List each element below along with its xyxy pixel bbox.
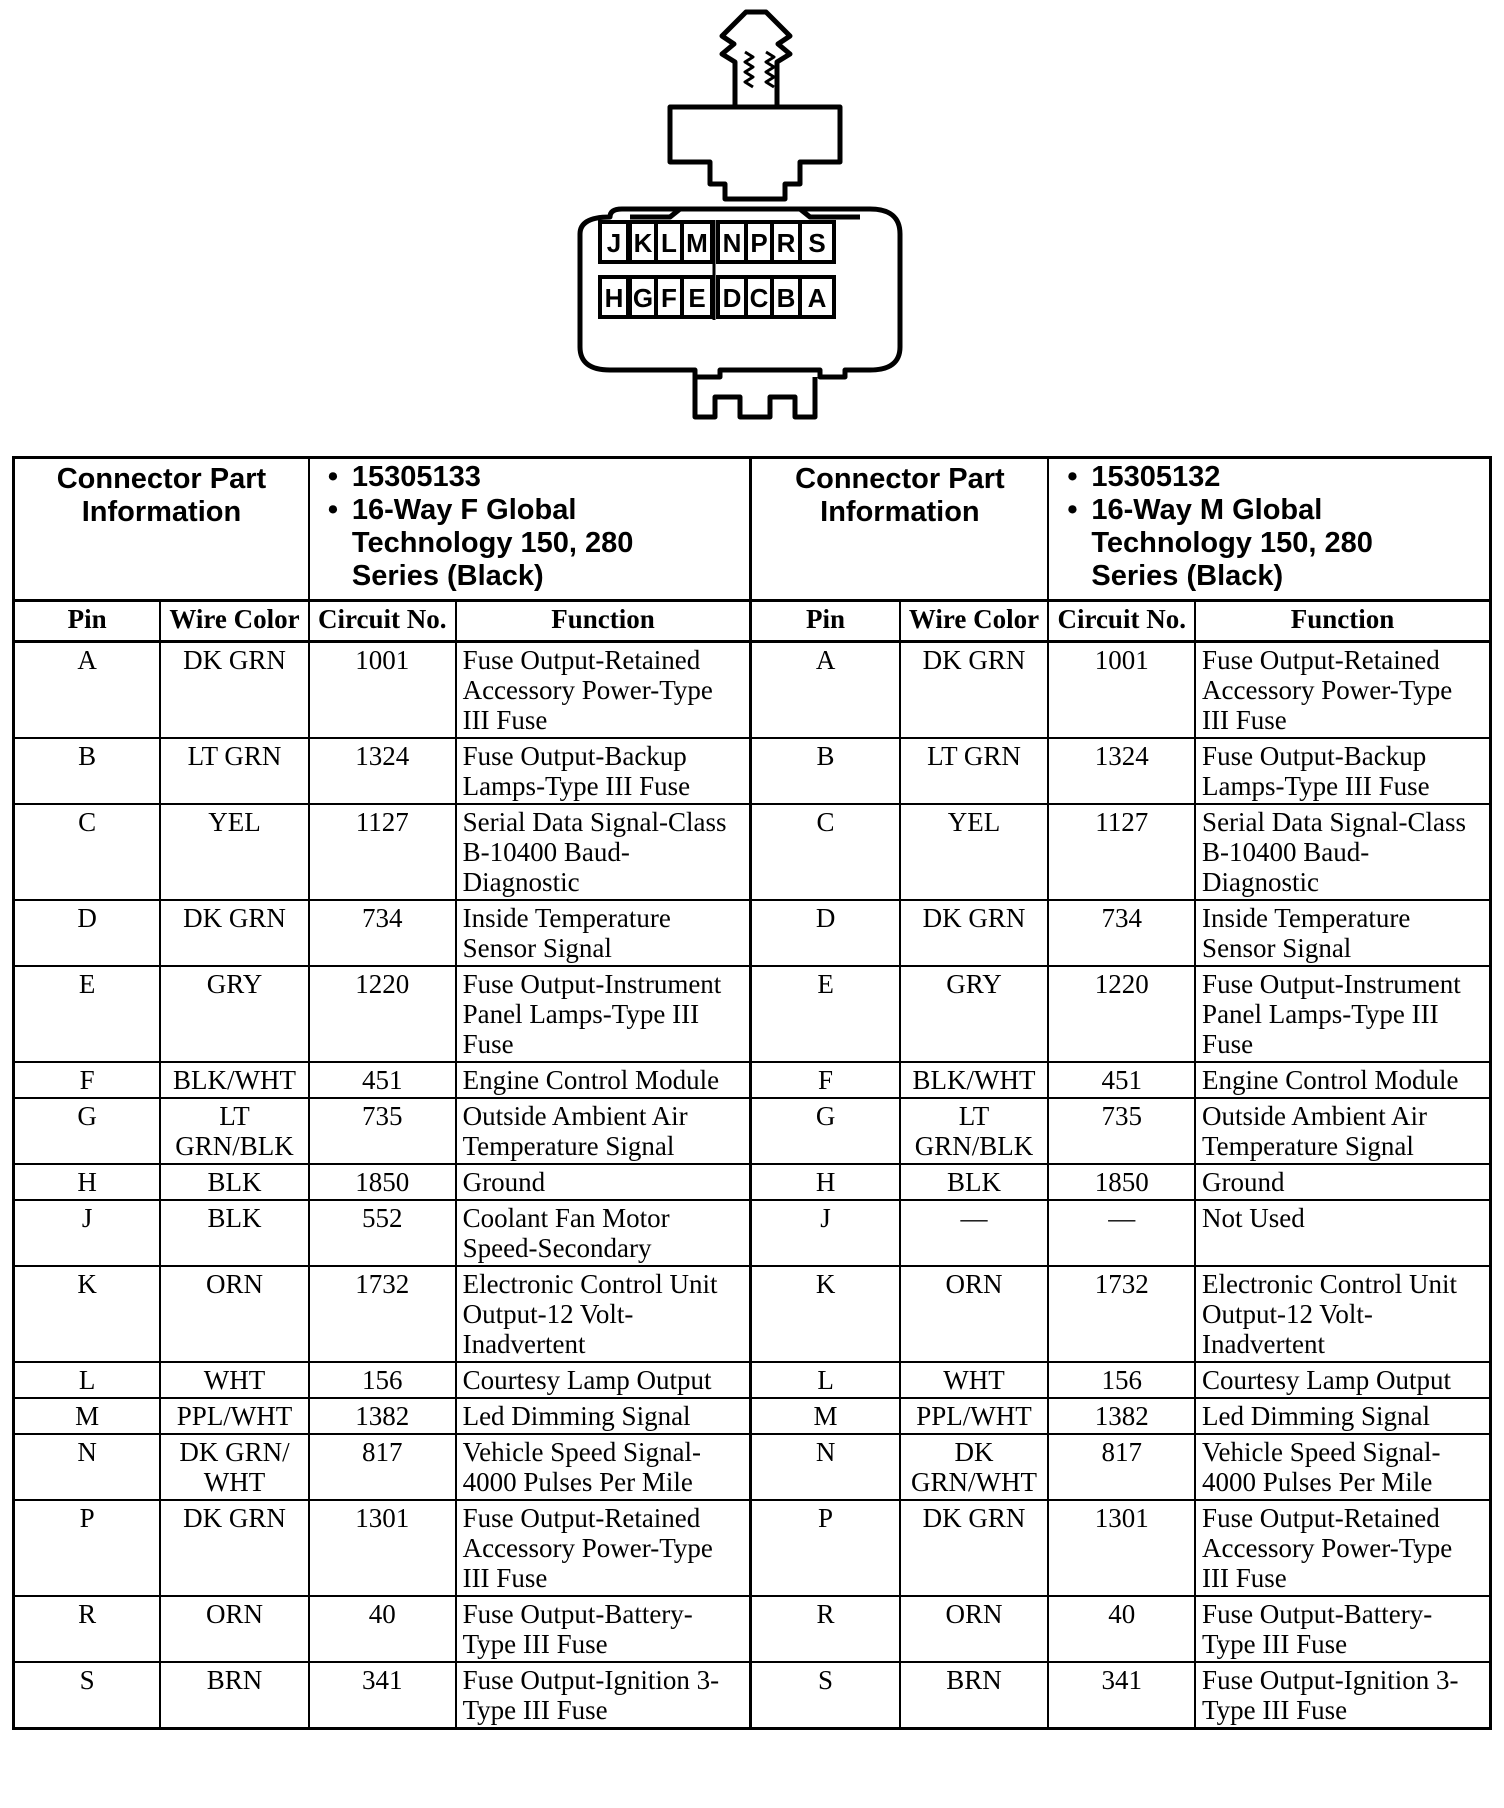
pin-left-cell: B — [14, 738, 161, 804]
wire-color-right-cell: PPL/WHT — [900, 1398, 1049, 1434]
circuit-left-cell: 1382 — [309, 1398, 456, 1434]
circuit-right-cell: 1220 — [1048, 966, 1195, 1062]
circuit-left-cell: 1001 — [309, 642, 456, 739]
pin-left-cell: P — [14, 1500, 161, 1596]
connector-part-info-right: • 15305132 • 16-Way M Global Technology 150, 280 Series (Black) — [1048, 458, 1490, 601]
table-row — [14, 1500, 1491, 1596]
cavity-label-g: G — [632, 283, 654, 313]
circuit-left-cell: 817 — [309, 1434, 456, 1500]
connector-type-left: 16-Way F Global — [351, 494, 577, 526]
wire-color-right-cell: — — [900, 1200, 1049, 1266]
pin-right-cell: G — [751, 1098, 900, 1164]
function-left-cell: Fuse Output-Backup Lamps-Type III Fuse — [456, 738, 751, 804]
col-header-wire-color-left: Wire Color — [160, 601, 309, 642]
circuit-left-cell: 1127 — [309, 804, 456, 900]
cavity-label-l: L — [661, 228, 677, 258]
table-row — [14, 1200, 1491, 1266]
wire-color-right-cell: ORN — [900, 1266, 1049, 1362]
circuit-right-cell: 1382 — [1048, 1398, 1195, 1434]
pin-right-cell: C — [751, 804, 900, 900]
function-right-cell: Ground — [1195, 1164, 1490, 1200]
pin-right-cell: D — [751, 900, 900, 966]
pin-right-cell: P — [751, 1500, 900, 1596]
circuit-right-cell: 1324 — [1048, 738, 1195, 804]
wire-color-left-cell: DK GRN/ WHT — [160, 1434, 309, 1500]
wire-color-left-cell: BLK — [160, 1164, 309, 1200]
function-left-cell: Led Dimming Signal — [456, 1398, 751, 1434]
circuit-left-cell: 1220 — [309, 966, 456, 1062]
pin-left-cell: D — [14, 900, 161, 966]
wire-color-right-cell: ORN — [900, 1596, 1049, 1662]
connector-part-info-label-left: Connector Part Information — [14, 458, 309, 601]
circuit-left-cell: 1850 — [309, 1164, 456, 1200]
pin-left-cell: G — [14, 1098, 161, 1164]
pin-right-cell: A — [751, 642, 900, 739]
function-right-cell: Courtesy Lamp Output — [1195, 1362, 1490, 1398]
pin-right-cell: H — [751, 1164, 900, 1200]
function-left-cell: Fuse Output-Ignition 3-Type III Fuse — [456, 1662, 751, 1729]
pin-left-cell: L — [14, 1362, 161, 1398]
col-header-function-right: Function — [1195, 601, 1490, 642]
circuit-left-cell: 552 — [309, 1200, 456, 1266]
connector-series-left: Series (Black) — [351, 560, 544, 592]
pin-left-cell: J — [14, 1200, 161, 1266]
circuit-left-cell: 1732 — [309, 1266, 456, 1362]
function-right-cell: Electronic Control Unit Output-12 Volt-Inadvertent — [1195, 1266, 1490, 1362]
cavity-label-e: E — [688, 283, 706, 313]
circuit-right-cell: 1732 — [1048, 1266, 1195, 1362]
cavity-label-r: R — [776, 228, 796, 258]
col-header-function-left: Function — [456, 601, 751, 642]
wire-color-left-cell: DK GRN — [160, 642, 309, 739]
wire-color-right-cell: WHT — [900, 1362, 1049, 1398]
circuit-left-cell: 156 — [309, 1362, 456, 1398]
column-header-row — [14, 601, 1491, 642]
circuit-right-cell: 40 — [1048, 1596, 1195, 1662]
pin-right-cell: B — [751, 738, 900, 804]
function-right-cell: Fuse Output-Backup Lamps-Type III Fuse — [1195, 738, 1490, 804]
wire-color-left-cell: BLK — [160, 1200, 309, 1266]
function-right-cell: Fuse Output-Instrument Panel Lamps-Type III Fuse — [1195, 966, 1490, 1062]
pinout-table — [12, 456, 1492, 1730]
function-right-cell: Fuse Output-Ignition 3-Type III Fuse — [1195, 1662, 1490, 1729]
connector-terminal-outline — [722, 12, 790, 107]
pin-left-cell: M — [14, 1398, 161, 1434]
circuit-right-cell: 156 — [1048, 1362, 1195, 1398]
connector-spring-right — [766, 52, 774, 87]
wire-color-right-cell: LT GRN/BLK — [900, 1098, 1049, 1164]
table-row — [14, 642, 1491, 739]
circuit-left-cell: 1301 — [309, 1500, 456, 1596]
cavity-label-p: P — [750, 228, 768, 258]
connector-series-right: Series (Black) — [1091, 560, 1284, 592]
cavity-label-c: C — [749, 283, 769, 313]
wire-color-left-cell: LT GRN/BLK — [160, 1098, 309, 1164]
table-row — [14, 1164, 1491, 1200]
circuit-left-cell: 734 — [309, 900, 456, 966]
cavity-label-n: N — [722, 228, 742, 258]
function-right-cell: Fuse Output-Retained Accessory Power-Type III Fuse — [1195, 642, 1490, 739]
wire-color-left-cell: ORN — [160, 1596, 309, 1662]
pin-right-cell: M — [751, 1398, 900, 1434]
pin-left-cell: F — [14, 1062, 161, 1098]
pin-right-cell: F — [751, 1062, 900, 1098]
circuit-left-cell: 1324 — [309, 738, 456, 804]
wire-color-right-cell: LT GRN — [900, 738, 1049, 804]
pin-left-cell: N — [14, 1434, 161, 1500]
part-number-left: 15305133 — [351, 461, 481, 493]
function-left-cell: Serial Data Signal-Class B-10400 Baud-Diagnostic — [456, 804, 751, 900]
function-left-cell: Courtesy Lamp Output — [456, 1362, 751, 1398]
col-header-pin-right: Pin — [751, 601, 900, 642]
pin-left-cell: A — [14, 642, 161, 739]
cavity-label-a: A — [807, 283, 827, 313]
wire-color-left-cell: DK GRN — [160, 900, 309, 966]
table-row — [14, 804, 1491, 900]
function-right-cell: Outside Ambient Air Temperature Signal — [1195, 1098, 1490, 1164]
connector-neck — [670, 107, 840, 199]
col-header-circuit-right: Circuit No. — [1048, 601, 1195, 642]
wire-color-right-cell: DK GRN/WHT — [900, 1434, 1049, 1500]
table-row — [14, 1662, 1491, 1729]
pin-right-cell: J — [751, 1200, 900, 1266]
function-right-cell: Fuse Output-Battery-Type III Fuse — [1195, 1596, 1490, 1662]
function-right-cell: Vehicle Speed Signal-4000 Pulses Per Mile — [1195, 1434, 1490, 1500]
connector-spring-left — [745, 52, 753, 87]
function-left-cell: Ground — [456, 1164, 751, 1200]
wire-color-right-cell: DK GRN — [900, 642, 1049, 739]
wire-color-right-cell: GRY — [900, 966, 1049, 1062]
circuit-right-cell: 341 — [1048, 1662, 1195, 1729]
connector-part-info-left: • 15305133 • 16-Way F Global Technology 150, 280 Series (Black) — [309, 458, 751, 601]
table-row — [14, 1596, 1491, 1662]
wire-color-right-cell: DK GRN — [900, 900, 1049, 966]
circuit-right-cell: 451 — [1048, 1062, 1195, 1098]
circuit-left-cell: 341 — [309, 1662, 456, 1729]
function-left-cell: Electronic Control Unit Output-12 Volt-Inadvertent — [456, 1266, 751, 1362]
function-left-cell: Coolant Fan Motor Speed-Secondary — [456, 1200, 751, 1266]
cavity-label-j: J — [606, 228, 622, 258]
wire-color-left-cell: GRY — [160, 966, 309, 1062]
table-row — [14, 1266, 1491, 1362]
table-row — [14, 1434, 1491, 1500]
connector-tech-right: Technology 150, 280 — [1091, 527, 1373, 559]
wire-color-left-cell: ORN — [160, 1266, 309, 1362]
connector-info-row — [14, 458, 1491, 601]
part-number-right: 15305132 — [1091, 461, 1221, 493]
wire-color-right-cell: BLK — [900, 1164, 1049, 1200]
function-left-cell: Vehicle Speed Signal-4000 Pulses Per Mile — [456, 1434, 751, 1500]
wire-color-left-cell: BRN — [160, 1662, 309, 1729]
pin-left-cell: C — [14, 804, 161, 900]
table-row — [14, 1098, 1491, 1164]
wire-color-left-cell: BLK/WHT — [160, 1062, 309, 1098]
circuit-left-cell: 40 — [309, 1596, 456, 1662]
function-right-cell: Fuse Output-Retained Accessory Power-Type III Fuse — [1195, 1500, 1490, 1596]
connector-type-right: 16-Way M Global — [1091, 494, 1323, 526]
table-row — [14, 900, 1491, 966]
function-right-cell: Led Dimming Signal — [1195, 1398, 1490, 1434]
function-left-cell: Fuse Output-Battery-Type III Fuse — [456, 1596, 751, 1662]
table-row — [14, 966, 1491, 1062]
function-left-cell: Engine Control Module — [456, 1062, 751, 1098]
circuit-left-cell: 451 — [309, 1062, 456, 1098]
wire-color-left-cell: YEL — [160, 804, 309, 900]
connector-cavities — [600, 220, 834, 320]
wire-color-left-cell: LT GRN — [160, 738, 309, 804]
wire-color-right-cell: BLK/WHT — [900, 1062, 1049, 1098]
table-row — [14, 738, 1491, 804]
pin-right-cell: S — [751, 1662, 900, 1729]
wire-color-left-cell: WHT — [160, 1362, 309, 1398]
circuit-right-cell: 735 — [1048, 1098, 1195, 1164]
pin-left-cell: S — [14, 1662, 161, 1729]
pin-right-cell: R — [751, 1596, 900, 1662]
table-row — [14, 1062, 1491, 1098]
col-header-circuit-left: Circuit No. — [309, 601, 456, 642]
function-right-cell: Not Used — [1195, 1200, 1490, 1266]
pin-rows — [14, 642, 1491, 1729]
cavity-label-h: H — [604, 283, 624, 313]
connector-part-info-label-right: Connector Part Information — [751, 458, 1048, 601]
circuit-right-cell: 1127 — [1048, 804, 1195, 900]
wire-color-right-cell: BRN — [900, 1662, 1049, 1729]
table-row — [14, 1398, 1491, 1434]
connector-diagram — [570, 2, 940, 432]
circuit-right-cell: 817 — [1048, 1434, 1195, 1500]
pin-left-cell: H — [14, 1164, 161, 1200]
connector-tech-left: Technology 150, 280 — [351, 527, 634, 559]
table-row — [14, 1362, 1491, 1398]
wire-color-right-cell: DK GRN — [900, 1500, 1049, 1596]
pin-left-cell: K — [14, 1266, 161, 1362]
cavity-label-k: K — [633, 228, 653, 258]
function-right-cell: Inside Temperature Sensor Signal — [1195, 900, 1490, 966]
wire-color-left-cell: DK GRN — [160, 1500, 309, 1596]
cavity-label-s: S — [808, 228, 826, 258]
pin-left-cell: E — [14, 966, 161, 1062]
function-left-cell: Fuse Output-Instrument Panel Lamps-Type III Fuse — [456, 966, 751, 1062]
function-left-cell: Fuse Output-Retained Accessory Power-Type III Fuse — [456, 642, 751, 739]
cavity-label-d: D — [722, 283, 742, 313]
function-left-cell: Outside Ambient Air Temperature Signal — [456, 1098, 751, 1164]
circuit-right-cell: 1301 — [1048, 1500, 1195, 1596]
circuit-right-cell: 734 — [1048, 900, 1195, 966]
wire-color-left-cell: PPL/WHT — [160, 1398, 309, 1434]
cavity-label-f: F — [661, 283, 677, 313]
col-header-pin-left: Pin — [14, 601, 161, 642]
function-left-cell: Fuse Output-Retained Accessory Power-Type III Fuse — [456, 1500, 751, 1596]
pin-left-cell: R — [14, 1596, 161, 1662]
pin-right-cell: K — [751, 1266, 900, 1362]
circuit-left-cell: 735 — [309, 1098, 456, 1164]
circuit-right-cell: — — [1048, 1200, 1195, 1266]
function-right-cell: Serial Data Signal-Class B-10400 Baud-Diagnostic — [1195, 804, 1490, 900]
col-header-wire-color-right: Wire Color — [900, 601, 1049, 642]
function-left-cell: Inside Temperature Sensor Signal — [456, 900, 751, 966]
cavity-label-b: B — [776, 283, 796, 313]
circuit-right-cell: 1001 — [1048, 642, 1195, 739]
cavity-label-m: M — [686, 228, 708, 258]
wire-color-right-cell: YEL — [900, 804, 1049, 900]
function-right-cell: Engine Control Module — [1195, 1062, 1490, 1098]
circuit-right-cell: 1850 — [1048, 1164, 1195, 1200]
connector-legs — [695, 377, 815, 417]
pin-right-cell: N — [751, 1434, 900, 1500]
pin-right-cell: L — [751, 1362, 900, 1398]
pin-right-cell: E — [751, 966, 900, 1062]
